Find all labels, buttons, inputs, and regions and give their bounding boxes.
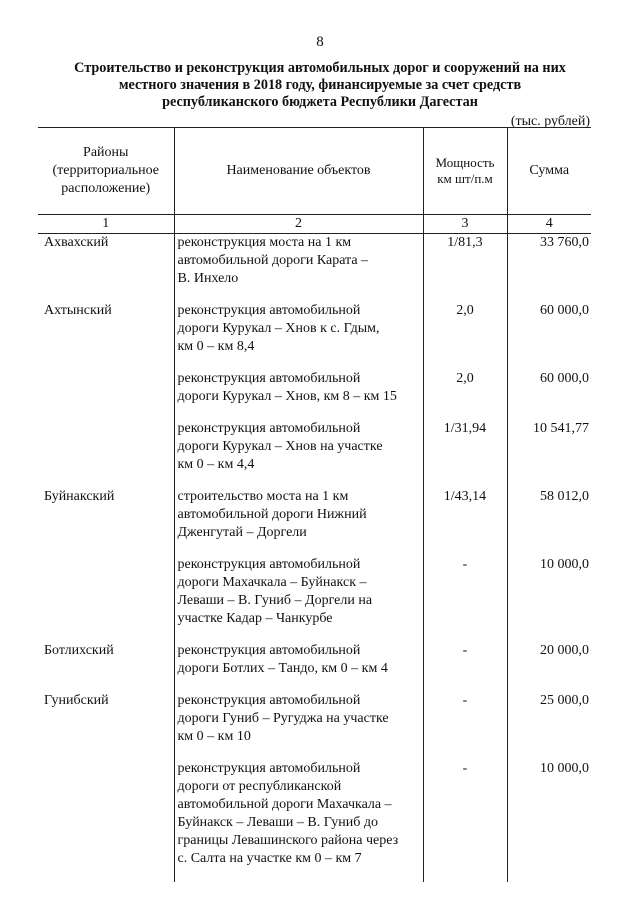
object-name-line: участке Кадар – Чанкурбе: [177, 611, 333, 626]
title-line-3: республиканского бюджета Республики Дагестан: [162, 94, 478, 110]
object-name-line: автомобильной дороги Карата –: [177, 253, 369, 268]
row-sum: 25 000,0: [507, 692, 591, 760]
units-label: (тыс. рублей): [510, 114, 590, 129]
object-name-line: автомобильной дороги Нижний: [177, 507, 367, 522]
column-number-2: 2: [174, 215, 423, 234]
object-name-line: дороги Ботлих – Тандо, км 0 – км 4: [177, 661, 388, 676]
table-row: [38, 234, 591, 303]
row-district: [38, 370, 174, 420]
row-sum: 10 000,0: [507, 556, 591, 642]
object-name-line: дороги Махачкала – Буйнакск –: [177, 575, 367, 590]
row-sum: 20 000,0: [507, 642, 591, 692]
row-object-name: [174, 760, 423, 882]
row-capacity: 1/31,94: [423, 420, 507, 488]
object-name-line: реконструкция автомобильной: [177, 761, 361, 776]
header-district: [38, 128, 174, 215]
object-name-line: строительство моста на 1 км: [177, 489, 349, 504]
header-district-line-1: Районы: [83, 145, 129, 160]
row-object-name: [174, 692, 423, 760]
row-object-name: [174, 488, 423, 556]
object-name-line: реконструкция автомобильной: [177, 557, 361, 572]
header-capacity-line-1: Мощность: [435, 155, 495, 170]
row-object-name: [174, 420, 423, 488]
column-number-row: [38, 215, 591, 234]
object-name-line: реконструкция автомобильной: [177, 303, 361, 318]
row-sum: 10 541,77: [507, 420, 591, 488]
row-capacity: 1/43,14: [423, 488, 507, 556]
row-sum: 60 000,0: [507, 370, 591, 420]
object-name-line: реконструкция автомобильной: [177, 693, 361, 708]
row-district: [38, 556, 174, 642]
table-body: [38, 234, 591, 883]
row-capacity: -: [423, 642, 507, 692]
row-sum: 60 000,0: [507, 302, 591, 370]
row-capacity: 1/81,3: [423, 234, 507, 303]
header-name: Наименование объектов: [174, 128, 423, 215]
row-object-name: [174, 556, 423, 642]
row-object-name: [174, 370, 423, 420]
title-line-1: Строительство и реконструкция автомобильных дорог и сооружений на них: [74, 60, 566, 76]
object-name-line: границы Левашинского района через: [177, 833, 399, 848]
row-object-name: [174, 642, 423, 692]
object-name-line: реконструкция автомобильной: [177, 371, 361, 386]
object-name-line: Буйнакск – Леваши – В. Гуниб до: [177, 815, 379, 830]
row-object-name: [174, 234, 423, 303]
object-name-line: дороги Курукал – Хнов к с. Гдым,: [177, 321, 380, 336]
row-district: [38, 760, 174, 882]
object-name-line: с. Салта на участке км 0 – км 7: [177, 851, 362, 866]
row-sum: 58 012,0: [507, 488, 591, 556]
object-name-line: дороги от республиканской: [177, 779, 342, 794]
header-capacity: [423, 128, 507, 215]
row-capacity: 2,0: [423, 370, 507, 420]
object-name-line: Дженгутай – Доргели: [177, 525, 307, 540]
page-number: 8: [316, 34, 324, 50]
column-number-4: 4: [507, 215, 591, 234]
object-name-line: реконструкция автомобильной: [177, 643, 361, 658]
table-row: [38, 302, 591, 370]
row-district: Буйнакский: [38, 488, 174, 556]
row-capacity: -: [423, 760, 507, 882]
table-row: [38, 556, 591, 642]
column-number-1: 1: [38, 215, 174, 234]
table-row: [38, 642, 591, 692]
row-capacity: -: [423, 556, 507, 642]
table-row: [38, 488, 591, 556]
row-district: Ботлихский: [38, 642, 174, 692]
row-district: Ахвахский: [38, 234, 174, 303]
column-number-3: 3: [423, 215, 507, 234]
object-name-line: дороги Курукал – Хнов, км 8 – км 15: [177, 389, 397, 404]
row-district: Ахтынский: [38, 302, 174, 370]
object-name-line: км 0 – км 8,4: [177, 339, 255, 354]
row-sum: 10 000,0: [507, 760, 591, 882]
table-row: [38, 420, 591, 488]
row-capacity: 2,0: [423, 302, 507, 370]
header-district-line-3: расположение): [61, 181, 151, 196]
header-district-line-2: (территориальное: [52, 163, 159, 178]
table-row: [38, 370, 591, 420]
row-sum: 33 760,0: [507, 234, 591, 303]
table-row: [38, 760, 591, 882]
row-capacity: -: [423, 692, 507, 760]
object-name-line: реконструкция автомобильной: [177, 421, 361, 436]
title-line-2: местного значения в 2018 году, финансируемые за счет средств: [118, 77, 522, 93]
header-capacity-line-2: км шт/п.м: [437, 171, 493, 186]
object-name-line: автомобильной дороги Махачкала –: [177, 797, 392, 812]
object-name-line: км 0 – км 4,4: [177, 457, 255, 472]
table-row: [38, 692, 591, 760]
table-header-row: [38, 128, 591, 215]
row-district: Гунибский: [38, 692, 174, 760]
object-name-line: В. Инхело: [177, 271, 239, 286]
object-name-line: км 0 – км 10: [177, 729, 251, 744]
header-sum: Сумма: [507, 128, 591, 215]
document-title: [20, 60, 620, 111]
object-name-line: реконструкция моста на 1 км: [177, 235, 352, 250]
row-object-name: [174, 302, 423, 370]
object-name-line: Леваши – В. Гуниб – Доргели на: [177, 593, 373, 608]
objects-table: [38, 127, 591, 882]
object-name-line: дороги Гуниб – Ругуджа на участке: [177, 711, 389, 726]
row-district: [38, 420, 174, 488]
object-name-line: дороги Курукал – Хнов на участке: [177, 439, 383, 454]
